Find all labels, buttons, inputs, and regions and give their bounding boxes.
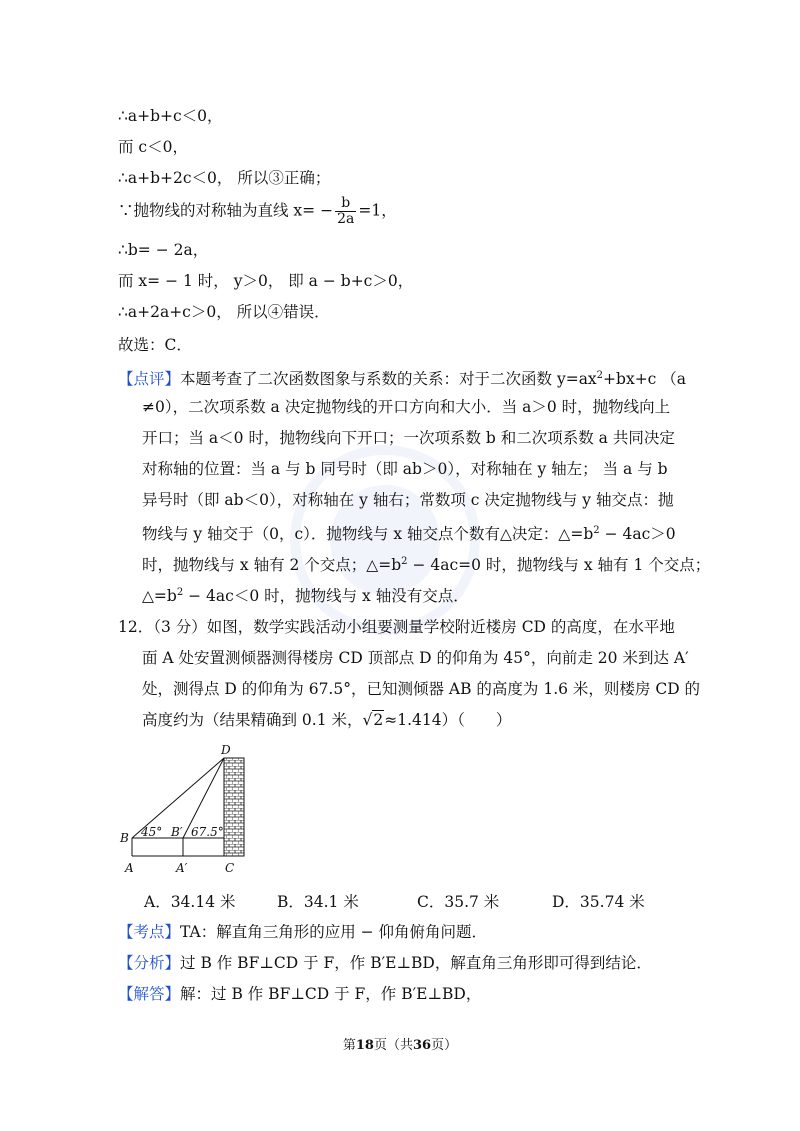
- question-text-4b: ≈1.414）（ ）: [384, 711, 512, 729]
- fenxi-tag: 【分析】: [118, 954, 181, 972]
- comment-text-6b: − 4ac＞0: [599, 525, 676, 544]
- comment-text-7b: − 4ac=0 时，抛物线与 x 轴有 1 个交点；: [407, 556, 711, 575]
- jieda-line: [118, 984, 481, 1004]
- comment-line-5: 异号时（即 ab＜0），对称轴在 y 轴右；常数项 c 决定抛物线与 y 轴交点：抛: [142, 491, 674, 509]
- comment-text-1a: 本题考查了二次函数图象与系数的关系：对于二次函数 y=ax: [180, 370, 597, 389]
- comment-line-7: [142, 552, 710, 575]
- comment-text-1b: +bx+c （a: [603, 370, 687, 389]
- comment-text-8b: − 4ac＜0 时，抛物线与 x 轴没有交点．: [183, 587, 469, 606]
- label-b: B: [120, 831, 129, 845]
- fenxi-text: 过 B 作 BF⊥CD 于 F，作 B′E⊥BD，解直角三角形即可得到结论．: [180, 954, 652, 972]
- superscript: 2: [176, 587, 184, 598]
- line-3: ∴a+b+2c＜0， 所以③正确；: [118, 169, 331, 187]
- question-line-1: 12．（3 分）如图，数学实践活动小组要测量学校附近楼房 CD 的高度，在水平地: [118, 618, 675, 636]
- line-4-suffix: =1，: [358, 201, 397, 220]
- fraction-b-over-2a: [335, 196, 356, 227]
- angle-67-5: 67.5°: [191, 825, 224, 839]
- superscript: 2: [596, 370, 604, 381]
- line-4: [118, 196, 397, 227]
- radicand: 2: [373, 711, 384, 729]
- label-a: A: [125, 861, 134, 875]
- question-line-3: 处，测得点 D 的仰角为 67.5°，已知测倾器 AB 的高度为 1.6 米，则楼房 CD 的: [142, 680, 701, 698]
- comment-line-6: [142, 521, 676, 544]
- line-2: 而 c＜0，: [118, 138, 188, 156]
- line-1: ∴a+b+c＜0，: [118, 107, 223, 125]
- option-c[interactable]: C．35.7 米: [417, 893, 500, 911]
- answer-options: [144, 890, 664, 910]
- superscript: 2: [401, 556, 408, 567]
- label-bprime: B′: [171, 825, 183, 839]
- superscript: 2: [593, 525, 600, 536]
- comment-text-7a: 时，抛物线与 x 轴有 2 个交点；△=b: [142, 556, 402, 575]
- angle-45: 45°: [141, 825, 163, 839]
- label-d: D: [221, 743, 231, 757]
- building-cd: [224, 758, 244, 856]
- footer-post: 页）: [431, 1038, 458, 1053]
- line-4-prefix: ∵抛物线的对称轴为直线 x= −: [118, 201, 334, 220]
- building-figure: [112, 742, 272, 878]
- comment-line-1: [118, 366, 686, 389]
- comment-line-2: ≠0），二次项系数 a 决定抛物线的开口方向和大小．当 a＞0 时，抛物线向上: [142, 398, 671, 416]
- page-total: 36: [413, 1038, 432, 1053]
- line-8: 故选：C．: [118, 336, 192, 354]
- question-line-2: 面 A 处安置测倾器测得楼房 CD 顶部点 D 的仰角为 45°，向前走 20 米到达 A′: [142, 649, 689, 667]
- page-number: 18: [355, 1038, 374, 1053]
- comment-text-6a: 物线与 y 轴交于（0，c）．抛物线与 x 轴交点个数有△决定：△=b: [142, 525, 594, 544]
- fraction-numerator: b: [335, 196, 356, 212]
- footer-mid: 页（共: [373, 1038, 413, 1053]
- line-7: ∴a+2a+c＞0， 所以④错误．: [118, 303, 330, 321]
- comment-line-8: [142, 583, 469, 606]
- option-d[interactable]: D．35.74 米: [552, 893, 645, 911]
- label-c: C: [225, 861, 235, 875]
- label-aprime: A′: [176, 861, 188, 875]
- comment-text-8a: △=b: [142, 587, 177, 606]
- option-a[interactable]: A．34.14 米: [144, 893, 236, 911]
- fraction-denominator: 2a: [337, 211, 355, 227]
- comment-line-4: 对称轴的位置：当 a 与 b 同号时（即 ab＞0），对称轴在 y 轴左； 当 a 与 b: [142, 460, 668, 478]
- line-5: ∴b= − 2a，: [118, 241, 209, 259]
- footer-pre: 第: [342, 1038, 356, 1053]
- option-b[interactable]: B．34.1 米: [277, 893, 359, 911]
- kaodian-line: [118, 922, 487, 942]
- line-6: 而 x= − 1 时， y＞0， 即 a − b+c＞0，: [118, 272, 414, 290]
- jieda-text: 解：过 B 作 BF⊥CD 于 F，作 B′E⊥BD，: [180, 985, 482, 1003]
- comment-tag: 【点评】: [118, 370, 181, 389]
- kaodian-tag: 【考点】: [118, 923, 181, 941]
- fenxi-line: [118, 953, 652, 973]
- kaodian-text: TA：解直角三角形的应用 − 仰角俯角问题．: [180, 923, 488, 941]
- sqrt-symbol: √2: [362, 711, 384, 729]
- jieda-tag: 【解答】: [118, 985, 181, 1003]
- page-footer: [0, 1034, 800, 1053]
- comment-line-3: 开口；当 a＜0 时，抛物线向下开口；一次项系数 b 和二次项系数 a 共同决定: [142, 429, 675, 447]
- question-text-4a: 高度约为（结果精确到 0.1 米，: [142, 711, 363, 729]
- question-line-4: [142, 710, 511, 730]
